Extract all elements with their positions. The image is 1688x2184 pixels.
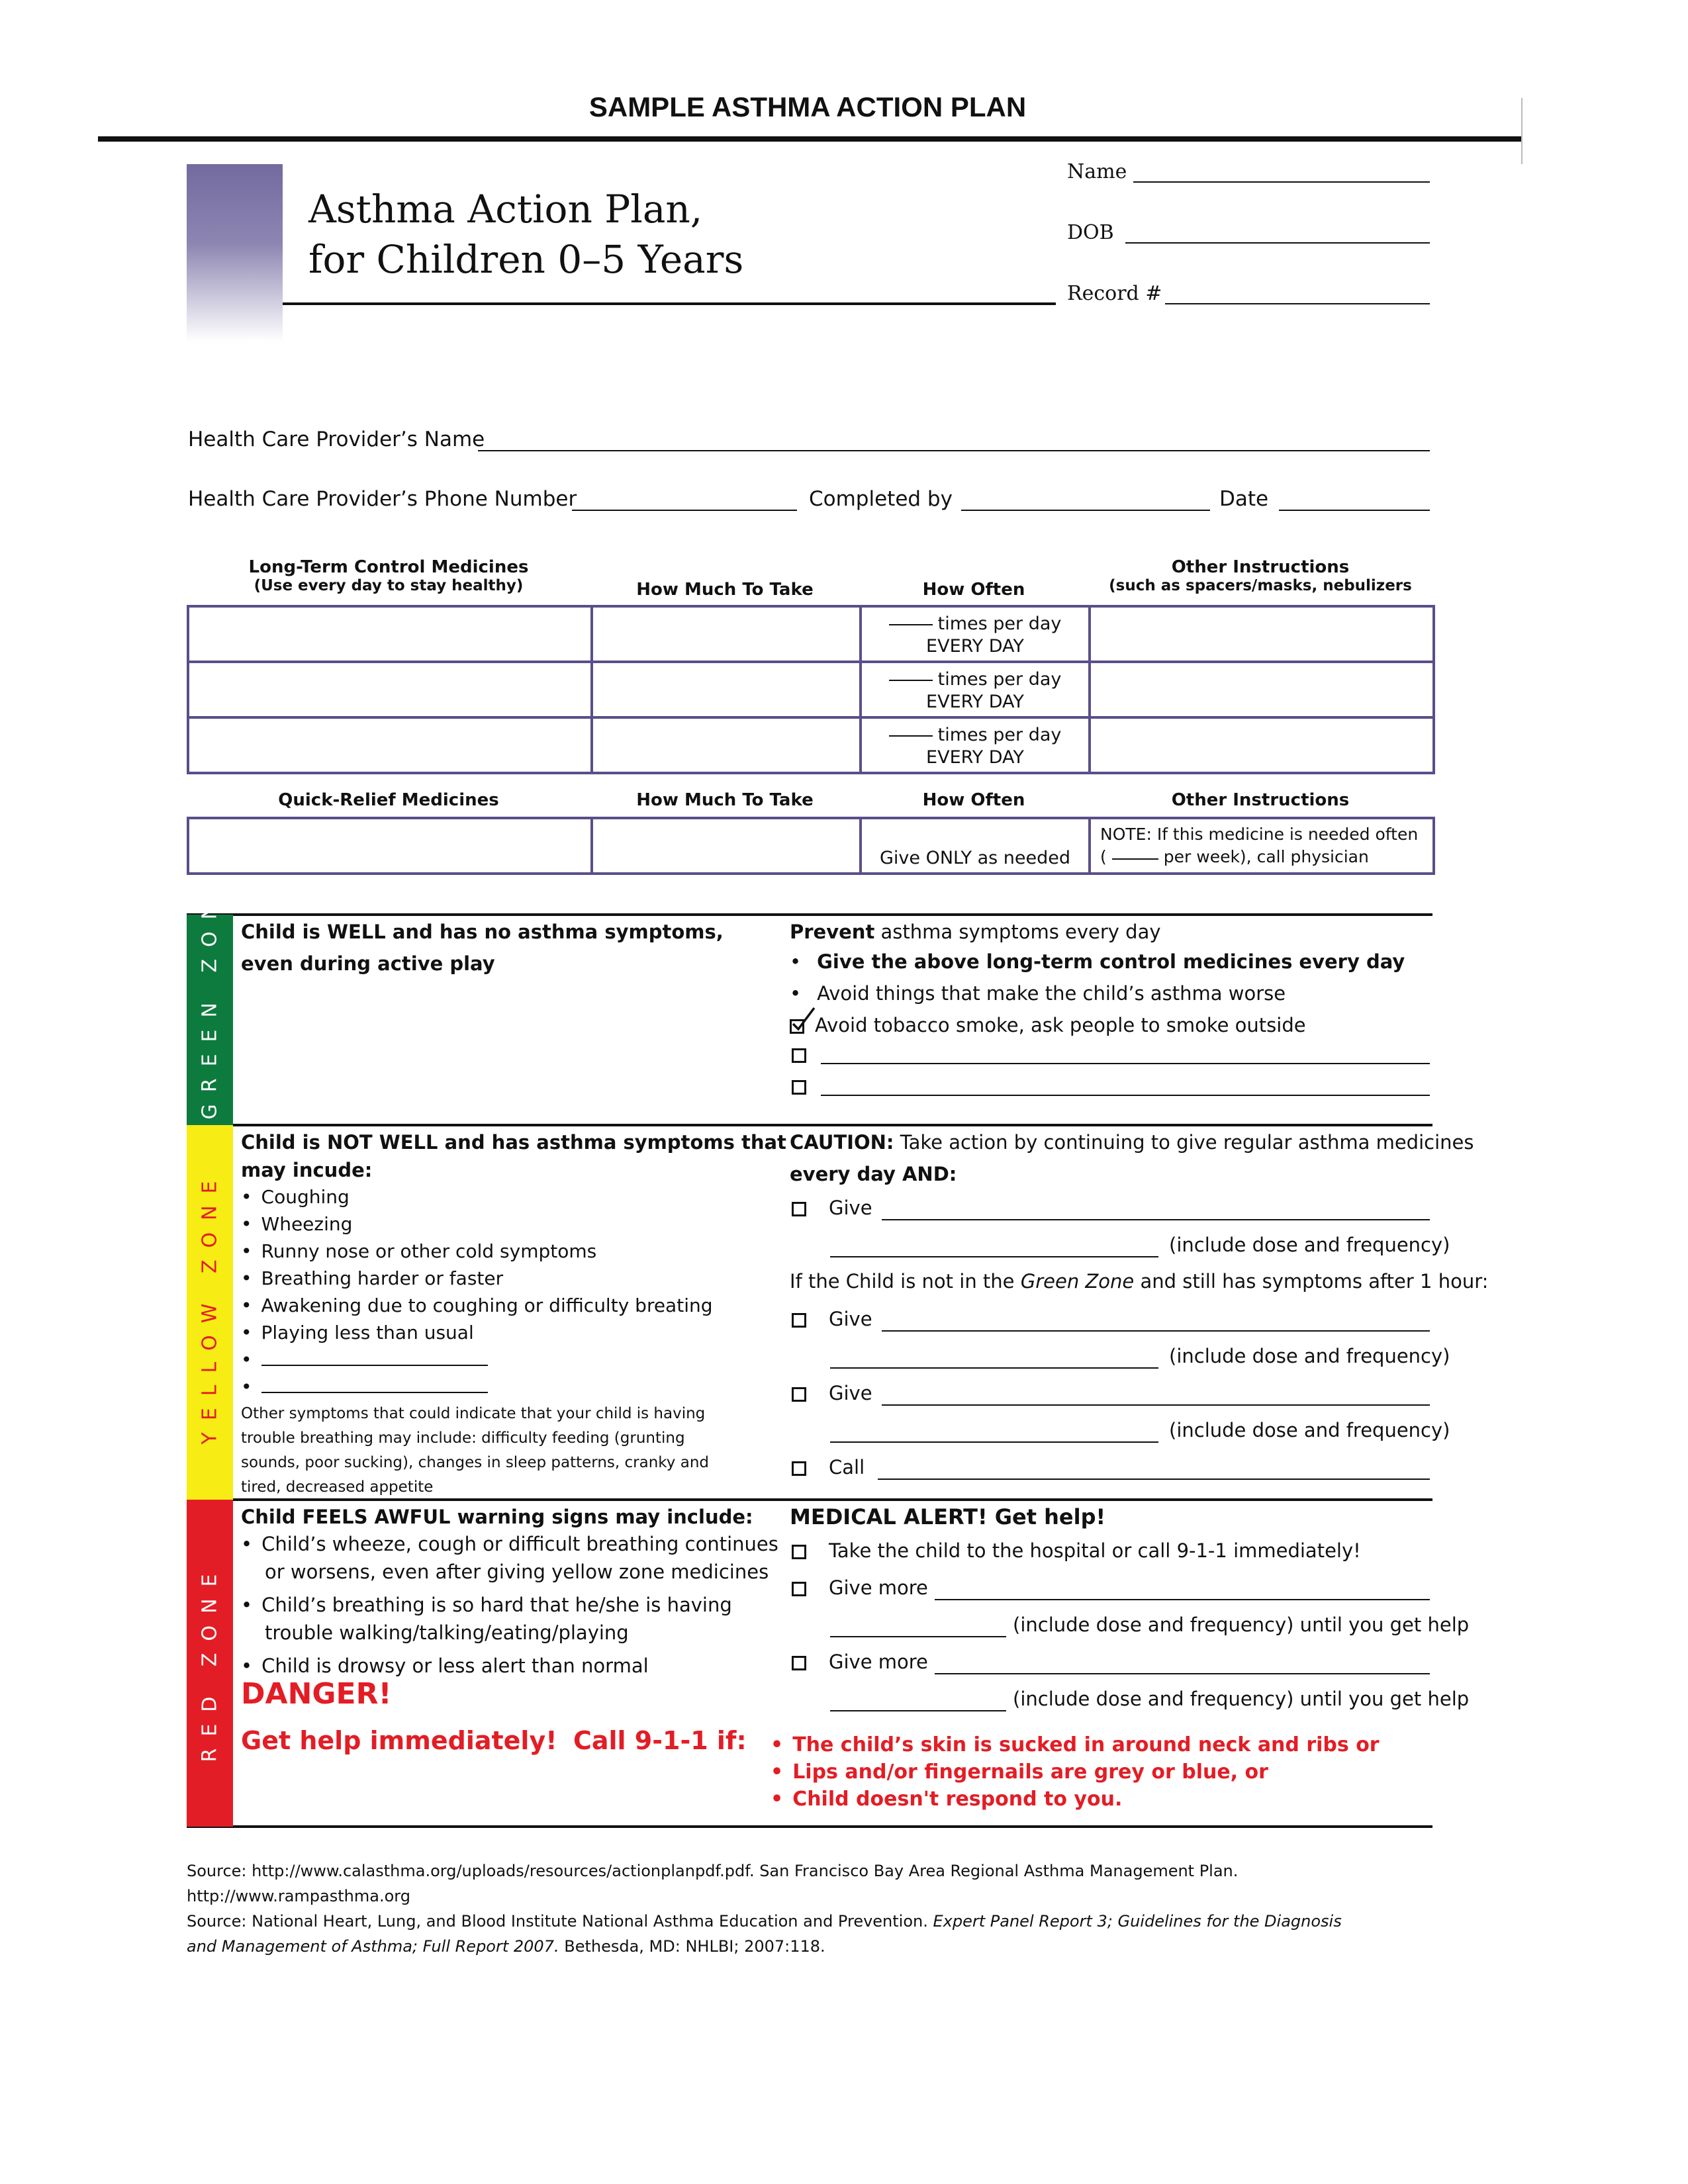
record-field[interactable] xyxy=(1165,303,1430,304)
yellow-symptoms-list xyxy=(241,1183,713,1400)
checkbox[interactable] xyxy=(792,1461,806,1476)
include-dose-3: (include dose and frequency) xyxy=(1169,1419,1450,1441)
other-instructions-title: Other Instructions xyxy=(1171,557,1350,577)
instructions-cell[interactable] xyxy=(1090,606,1434,662)
if-not-green-line xyxy=(790,1267,1488,1296)
checkbox[interactable] xyxy=(792,1656,806,1670)
other-symptoms-line: Other symptoms that could indicate that your child is having xyxy=(241,1405,706,1422)
prevent-bold: Prevent xyxy=(790,921,875,943)
give-1-dose-field[interactable] xyxy=(830,1256,1158,1257)
often-line1: times per day xyxy=(937,669,1062,690)
checkbox[interactable] xyxy=(792,1545,806,1559)
long-term-table xyxy=(187,605,1435,774)
caution-line xyxy=(790,1128,1474,1157)
completed-by-field[interactable] xyxy=(961,510,1210,511)
date-field[interactable] xyxy=(1279,510,1430,511)
include-dose-1: (include dose and frequency) xyxy=(1169,1234,1450,1256)
green-check-2 xyxy=(792,1048,806,1063)
banner-rule xyxy=(98,136,1521,142)
list-item: • Wheezing xyxy=(241,1213,353,1235)
call-field[interactable] xyxy=(878,1479,1430,1480)
yellow-title-line2: may incude: xyxy=(241,1159,373,1181)
medicine-cell[interactable] xyxy=(188,717,592,773)
medicine-cell[interactable] xyxy=(188,662,592,717)
give-only-as-needed: Give ONLY as needed xyxy=(880,848,1070,868)
call-label: Call xyxy=(829,1456,865,1479)
give-more-label: Give more xyxy=(829,1576,928,1599)
qr-other-header: Other Instructions xyxy=(1171,790,1350,810)
caution-bold: CAUTION: xyxy=(790,1131,894,1154)
list-item: • The child’s skin is sucked in around neck and ribs or xyxy=(771,1733,1380,1756)
green-zone-label: GREEN ZONE xyxy=(198,868,222,1120)
provider-name-label: Health Care Provider’s Name xyxy=(188,428,485,451)
green-left-line1: Child is WELL and has no asthma symptoms, xyxy=(241,921,724,943)
yellow-give-1 xyxy=(792,1197,872,1219)
danger-bullet-text: The child’s skin is sucked in around neck and ribs or xyxy=(792,1733,1380,1756)
call-911-if: Call 9-1-1 if: xyxy=(573,1726,747,1755)
give-more-1-dose-field[interactable] xyxy=(830,1636,1006,1637)
quick-relief-table xyxy=(187,817,1435,875)
checkmark-icon xyxy=(790,1007,817,1033)
sign-text: Child’s wheeze, cough or difficult breathing continues xyxy=(261,1533,778,1555)
medicine-cell[interactable] xyxy=(188,606,592,662)
green-check-1 xyxy=(790,1014,1306,1036)
long-term-header-title: Long-Term Control Medicines xyxy=(248,557,529,577)
prevent-line xyxy=(790,917,1161,946)
often-line2: EVERY DAY xyxy=(926,636,1024,657)
quick-relief-header: Quick-Relief Medicines xyxy=(278,790,499,810)
record-label: Record # xyxy=(1067,282,1162,305)
sign-text: Child’s breathing is so hard that he/she is having xyxy=(261,1594,732,1616)
get-help-immediately: Get help immediately! xyxy=(241,1726,557,1755)
symptom-text: Runny nose or other cold symptoms xyxy=(261,1240,597,1262)
give-3-dose-field[interactable] xyxy=(830,1441,1158,1443)
red-signs-list xyxy=(241,1530,778,1680)
long-term-header-sub: (Use every day to stay healthy) xyxy=(254,577,524,594)
source-line xyxy=(187,1934,1444,1959)
list-item: • Playing less than usual xyxy=(241,1322,474,1343)
list-item: • Awakening due to coughing or difficulty breating xyxy=(241,1295,713,1316)
note-line1: NOTE: If this medicine is needed often xyxy=(1100,825,1419,844)
green-zone-bar xyxy=(187,868,233,1125)
symptom-text: Wheezing xyxy=(261,1213,353,1235)
checkbox[interactable] xyxy=(792,1048,806,1063)
table-row xyxy=(188,606,1434,662)
yellow-call xyxy=(792,1456,865,1479)
list-item: • Coughing xyxy=(241,1186,350,1208)
green-check-3 xyxy=(792,1080,806,1095)
sign-text: Child is drowsy or less alert than normal xyxy=(261,1655,649,1677)
symptom-text: Breathing harder or faster xyxy=(261,1267,504,1289)
plan-title-line1: Asthma Action Plan, xyxy=(308,187,703,232)
danger-bullet-text: Lips and/or fingernails are grey or blue, or xyxy=(792,1760,1268,1784)
zone-rule-yellow xyxy=(187,1124,1432,1126)
note-cell xyxy=(1090,818,1434,874)
green-blank-1[interactable] xyxy=(821,1063,1430,1064)
list-item: • Lips and/or fingernails are grey or blue, or xyxy=(771,1760,1268,1784)
how-often-header: How Often xyxy=(922,580,1025,600)
dob-label: DOB xyxy=(1067,221,1114,244)
title-rule xyxy=(283,302,1056,305)
give-more-1-field[interactable] xyxy=(935,1599,1430,1600)
table-row xyxy=(188,717,1434,773)
danger-bullet-text: Child doesn't respond to you. xyxy=(792,1788,1123,1811)
completed-by-label: Completed by xyxy=(809,487,953,511)
amount-cell[interactable] xyxy=(592,717,861,773)
provider-name-field[interactable] xyxy=(478,450,1430,451)
symptom-blank[interactable] xyxy=(261,1392,488,1393)
yellow-zone-bar xyxy=(187,1125,233,1500)
green-blank-2[interactable] xyxy=(821,1095,1430,1096)
give-more-2 xyxy=(792,1651,928,1673)
list-item xyxy=(241,1558,778,1586)
until-help-1: (include dose and frequency) until you get help xyxy=(1013,1614,1470,1636)
until-help-2: (include dose and frequency) until you get help xyxy=(1013,1688,1470,1710)
bullet-text: Give the above long-term control medicines every day xyxy=(817,950,1405,973)
sign-text: trouble walking/talking/eating/playing xyxy=(265,1621,629,1644)
qr-how-much-header: How Much To Take xyxy=(636,790,814,810)
sources xyxy=(187,1858,1444,1959)
provider-phone-label: Health Care Provider’s Phone Number xyxy=(188,487,577,511)
long-term-header xyxy=(187,557,590,594)
date-label: Date xyxy=(1219,487,1269,511)
red-left-title: Child FEELS AWFUL warning signs may include: xyxy=(241,1506,753,1528)
list-item: • Runny nose or other cold symptoms xyxy=(241,1240,597,1262)
checkbox[interactable] xyxy=(792,1202,806,1216)
yellow-title-line1: Child is NOT WELL and has asthma symptoms that xyxy=(241,1131,786,1154)
check-text: Avoid tobacco smoke, ask people to smoke outside xyxy=(815,1014,1306,1036)
zone-rule-bottom xyxy=(187,1825,1432,1828)
bullet-dot: • xyxy=(790,950,802,973)
if-pre: If the Child is not in the xyxy=(790,1270,1015,1293)
amount-cell[interactable] xyxy=(592,818,861,874)
yellow-give-2 xyxy=(792,1308,872,1330)
source-line: Source: http://www.calasthma.org/uploads/resources/actionplanpdf.pdf. San Francisco Bay Area Regional Asthma Management Plan. xyxy=(187,1862,1239,1880)
often-line1: times per day xyxy=(937,725,1062,745)
medicine-cell[interactable] xyxy=(188,818,592,874)
per-week-blank[interactable] xyxy=(1112,858,1158,860)
instructions-cell[interactable] xyxy=(1090,717,1434,773)
plan-title xyxy=(308,184,743,285)
red-zone-bar xyxy=(187,1500,233,1827)
symptom-text: Playing less than usual xyxy=(261,1322,474,1343)
bullet-dot: • xyxy=(790,982,802,1005)
times-blank[interactable] xyxy=(889,680,933,681)
checkbox[interactable] xyxy=(792,1387,806,1402)
list-item: • Child’s wheeze, cough or difficult breathing continues xyxy=(241,1533,778,1555)
qr-how-often-header: How Often xyxy=(922,790,1025,810)
other-instructions-sub: (such as spacers/masks, nebulizers xyxy=(1109,577,1412,594)
often-line2: EVERY DAY xyxy=(926,692,1024,712)
times-blank[interactable] xyxy=(889,624,933,625)
source-text: Bethesda, MD: NHLBI; 2007:118. xyxy=(564,1937,825,1956)
caution-rest: Take action by continuing to give regular asthma medicines xyxy=(900,1131,1474,1154)
sign-text: or worsens, even after giving yellow zone medicines xyxy=(265,1561,769,1583)
list-item: • Breathing harder or faster xyxy=(241,1267,504,1289)
title-gradient-block xyxy=(187,164,283,341)
often-line2: EVERY DAY xyxy=(926,747,1024,768)
give-label: Give xyxy=(829,1197,872,1219)
other-symptoms-text xyxy=(241,1402,709,1500)
list-item: • xyxy=(241,1346,713,1373)
checkbox[interactable] xyxy=(792,1582,806,1596)
alert-item-1 xyxy=(792,1539,1361,1562)
symptom-blank[interactable] xyxy=(261,1365,488,1366)
give-more-label: Give more xyxy=(829,1651,928,1673)
list-item: • Child doesn't respond to you. xyxy=(771,1788,1123,1811)
table-row xyxy=(188,818,1434,874)
red-zone-label: RED ZONE xyxy=(198,1562,222,1762)
list-item: • Child’s breathing is so hard that he/she is having xyxy=(241,1594,732,1616)
yellow-zone-label: YELLOW ZONE xyxy=(198,1169,222,1445)
note-paren: ( xyxy=(1100,847,1107,866)
instructions-cell[interactable] xyxy=(1090,662,1434,717)
source-link[interactable]: http://www.rampasthma.org xyxy=(187,1887,410,1905)
medical-alert-title: MEDICAL ALERT! Get help! xyxy=(790,1504,1106,1529)
table-row xyxy=(188,662,1434,717)
name-label: Name xyxy=(1067,160,1127,183)
source-text: Source: National Heart, Lung, and Blood Institute National Asthma Education and Prevention. xyxy=(187,1912,928,1931)
include-dose-2: (include dose and frequency) xyxy=(1169,1345,1450,1367)
other-symptoms-line: trouble breathing may include: difficulty feeding (grunting xyxy=(241,1430,685,1447)
often-cell xyxy=(861,662,1090,717)
give-more-1 xyxy=(792,1576,928,1599)
banner-edge-mark xyxy=(1521,98,1523,164)
give-more-2-field[interactable] xyxy=(935,1673,1430,1674)
times-blank[interactable] xyxy=(889,735,933,737)
source-italic: Expert Panel Report 3; Guidelines for the Diagnosis xyxy=(933,1912,1342,1931)
give-2-field[interactable] xyxy=(882,1330,1430,1332)
provider-phone-field[interactable] xyxy=(572,510,797,511)
give-3-field[interactable] xyxy=(882,1404,1430,1406)
amount-cell[interactable] xyxy=(592,662,861,717)
banner-title: SAMPLE ASTHMA ACTION PLAN xyxy=(588,91,1027,122)
source-italic: and Management of Asthma; Full Report 2007. xyxy=(187,1937,559,1956)
other-instructions-header xyxy=(1088,557,1432,594)
give-label: Give xyxy=(829,1382,872,1404)
yellow-give-3 xyxy=(792,1382,872,1404)
if-post: and still has symptoms after 1 hour: xyxy=(1140,1270,1489,1293)
give-label: Give xyxy=(829,1308,872,1330)
list-item: • Child is drowsy or less alert than normal xyxy=(241,1655,649,1677)
how-much-header: How Much To Take xyxy=(636,580,814,600)
alert-text: Take the child to the hospital or call 9-1-1 immediately! xyxy=(829,1539,1361,1562)
checkbox[interactable] xyxy=(792,1080,806,1095)
green-bullet-1 xyxy=(790,950,1405,973)
list-item: • xyxy=(241,1373,713,1400)
prevent-rest: asthma symptoms every day xyxy=(880,921,1161,943)
often-line1: times per day xyxy=(937,614,1062,634)
other-symptoms-line: sounds, poor sucking), changes in sleep patterns, cranky and xyxy=(241,1454,709,1471)
dob-field[interactable] xyxy=(1125,242,1430,244)
list-item xyxy=(241,1619,778,1647)
green-bullet-2 xyxy=(790,982,1286,1005)
caution-line2: every day AND: xyxy=(790,1163,957,1185)
if-italic: Green Zone xyxy=(1020,1270,1135,1293)
danger-bullets xyxy=(771,1731,1380,1813)
symptom-text: Coughing xyxy=(261,1186,350,1208)
plan-title-line2: for Children 0–5 Years xyxy=(308,237,744,282)
often-cell xyxy=(861,606,1090,662)
note-line2: per week), call physician xyxy=(1163,847,1369,866)
zone-rule-top xyxy=(187,913,1432,916)
other-symptoms-line: tired, decreased appetite xyxy=(241,1479,434,1496)
checked-checkbox[interactable] xyxy=(790,1019,804,1034)
give-1-field[interactable] xyxy=(882,1219,1430,1220)
bullet-text: Avoid things that make the child’s asthma worse xyxy=(817,982,1286,1005)
symptom-text: Awakening due to coughing or difficulty breating xyxy=(261,1295,713,1316)
often-cell xyxy=(861,717,1090,773)
danger-heading: DANGER! xyxy=(241,1677,392,1711)
checkbox[interactable] xyxy=(792,1313,806,1328)
give-2-dose-field[interactable] xyxy=(830,1367,1158,1369)
source-line xyxy=(187,1909,1444,1934)
often-cell xyxy=(861,818,1090,874)
give-more-2-dose-field[interactable] xyxy=(830,1710,1006,1711)
amount-cell[interactable] xyxy=(592,606,861,662)
name-field[interactable] xyxy=(1133,181,1430,183)
green-left-line2: even during active play xyxy=(241,952,495,975)
